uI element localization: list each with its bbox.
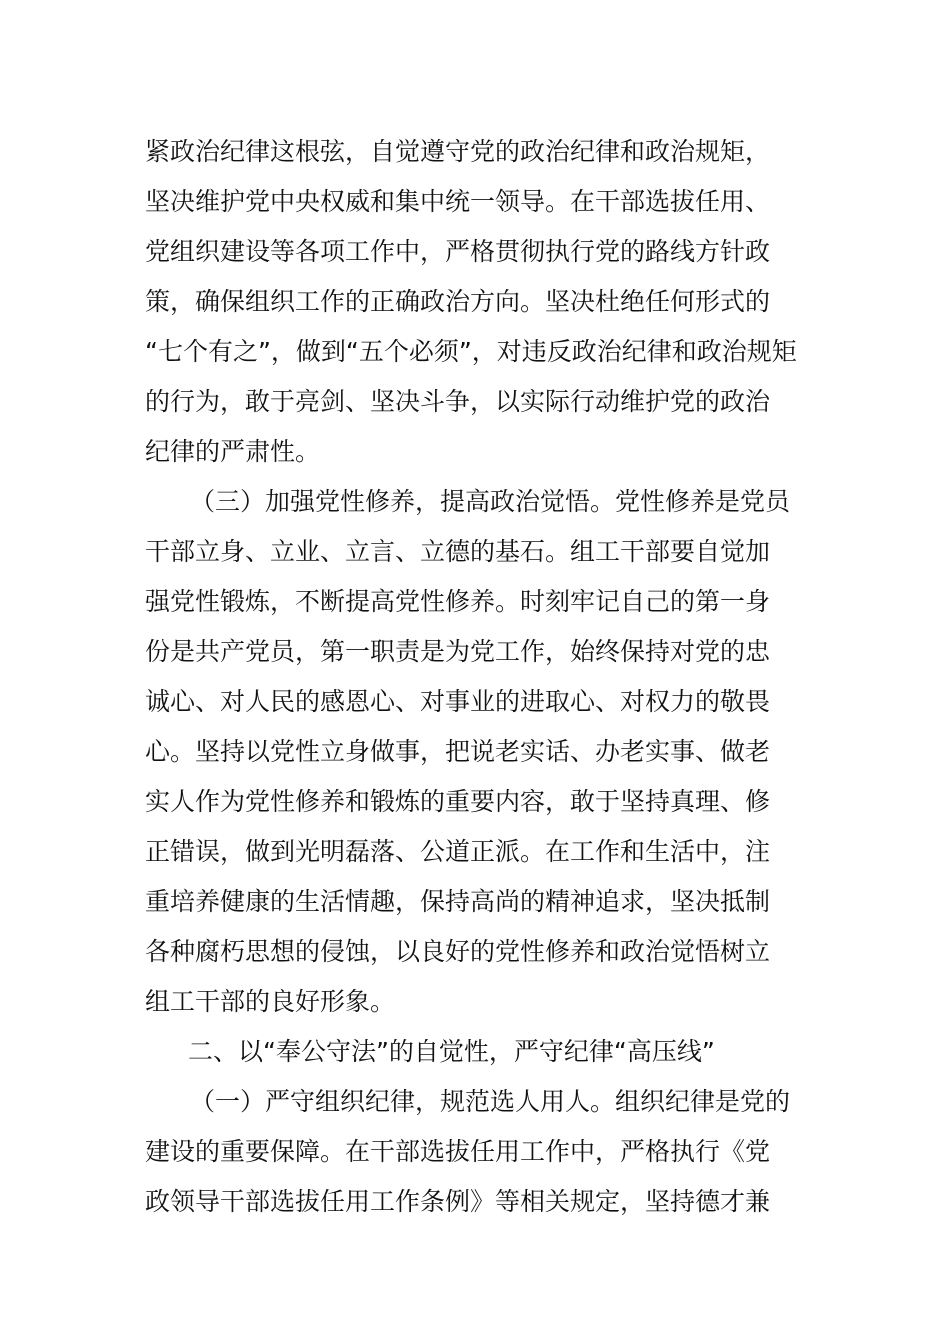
text-line: 政领导干部选拔任用工作条例》等相关规定，坚持德才兼 — [145, 1187, 771, 1216]
text-line: 心。坚持以党性立身做事，把说老实话、办老实事、做老 — [145, 737, 771, 766]
text-line: 强党性锻炼，不断提高党性修养。时刻牢记自己的第一身 — [145, 587, 771, 616]
text-line: 的行为，敢于亮剑、坚决斗争，以实际行动维护党的政治 — [145, 387, 771, 416]
text-line: 党组织建设等各项工作中，严格贯彻执行党的路线方针政 — [145, 237, 771, 266]
text-line: “七个有之”，做到“五个必须”，对违反政治纪律和政治规矩 — [145, 337, 797, 366]
text-line: 紧政治纪律这根弦，自觉遵守党的政治纪律和政治规矩， — [145, 137, 771, 166]
text-line: 实人作为党性修养和锻炼的重要内容，敢于坚持真理、修 — [145, 787, 771, 816]
text-line: 建设的重要保障。在干部选拔任用工作中，严格执行《党 — [145, 1137, 771, 1166]
text-line: 纪律的严肃性。 — [145, 437, 321, 466]
text-line: 坚决维护党中央权威和集中统一领导。在干部选拔任用、 — [145, 187, 771, 216]
text-line: 正错误，做到光明磊落、公道正派。在工作和生活中，注 — [145, 837, 771, 866]
text-line: 干部立身、立业、立言、立德的基石。组工干部要自觉加 — [145, 537, 771, 566]
text-line: 份是共产党员，第一职责是为党工作，始终保持对党的忠 — [145, 637, 771, 666]
chapter-heading-line: 二、以“奉公守法”的自觉性，严守纪律“高压线” — [188, 1037, 715, 1066]
section-heading-line: （一）严守组织纪律，规范选人用人。组织纪律是党的 — [190, 1087, 791, 1116]
text-line: 各种腐朽思想的侵蚀，以良好的党性修养和政治觉悟树立 — [145, 937, 771, 966]
section-heading-line: （三）加强党性修养，提高政治觉悟。党性修养是党员 — [190, 487, 791, 516]
text-line: 组工干部的良好形象。 — [145, 987, 396, 1016]
text-line: 策，确保组织工作的正确政治方向。坚决杜绝任何形式的 — [145, 287, 771, 316]
text-line: 诚心、对人民的感恩心、对事业的进取心、对权力的敬畏 — [145, 687, 771, 716]
text-line: 重培养健康的生活情趣，保持高尚的精神追求，坚决抵制 — [145, 887, 771, 916]
